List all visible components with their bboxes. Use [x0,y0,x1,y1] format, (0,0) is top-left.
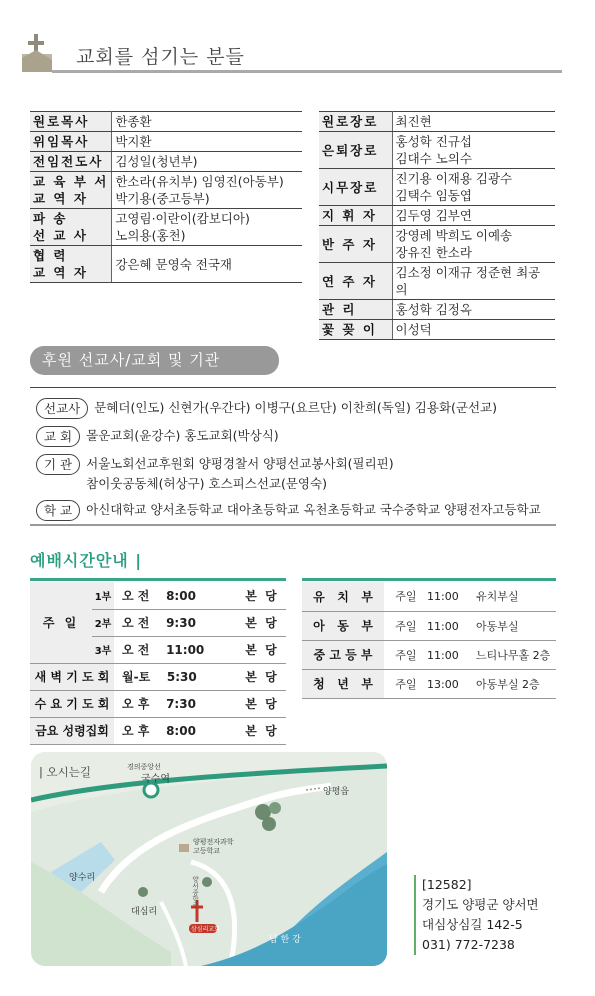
map-title: | 오시는길 [39,765,91,779]
staff-row [30,172,302,209]
staff-row [319,320,555,340]
support-tag: 교 회 [36,426,80,447]
staff-row [319,263,555,300]
staff-names [392,132,555,169]
service-part: 1부 [92,582,114,609]
station-marker [144,783,158,797]
map-label-station: 국수역 [141,774,170,785]
map-label-church: 삼심리교회 [191,926,220,933]
staff-names [112,246,302,283]
staff-table-right [319,111,555,340]
dept-time: 주일 11:00 [384,611,470,640]
staff-names [392,226,555,263]
staff-row [319,206,555,226]
staff-role-label: 교 역 자 [33,191,88,206]
phone-number: 031) 772-7238 [422,937,515,952]
worship-title: 예배시간안내 | [30,551,143,570]
service-name: 금요 성령집회 [30,717,114,744]
service-place: 본 당 [236,582,286,609]
staff-name-line: 한소라(유치부) 임영진(아동부) [115,174,284,189]
page-header [22,30,562,74]
staff-names [112,209,302,246]
worship-schedule-main [30,582,286,745]
staff-role-label: 원로장로 [322,114,379,129]
staff-name-line: 김성일(청년부) [115,154,198,169]
dept-name: 청 년 부 [302,669,384,698]
service-name: 새 벽 기 도 회 [30,663,114,690]
staff-name-line: 노의용(홍천) [115,228,186,243]
staff-row [319,132,555,169]
staff-role [30,132,112,152]
schedule-row [302,640,556,669]
staff-row [30,112,302,132]
service-time: 오 전 9:30 [114,609,236,636]
support-tag: 학 교 [36,500,80,521]
support-line: 문혜더(인도) 신현가(우간다) 이병구(요르단) 이찬희(독일) 김용화(군선교) [94,400,497,415]
staff-name-line: 장유진 한소라 [395,245,472,260]
support-title: 후원 선교사/교회 및 기관 [30,346,279,375]
dept-place: 느티나무홀 2층 [470,640,556,669]
map-label-river: 남 한 강 [269,935,301,945]
staff-role [319,320,392,340]
church-address [414,875,539,955]
worship-schedule-dept [302,582,556,699]
staff-row [319,226,555,263]
support-line: 몰운교회(윤강수) 홍도교회(박상식) [86,428,279,443]
support-line: 서울노회선교후원회 양평경찰서 양평선교봉사회(필리핀) [86,456,394,471]
schedule-row [30,582,286,609]
staff-name-line: 한종환 [115,114,152,129]
service-place: 본 당 [236,690,286,717]
postal-code: [12582] [422,877,472,892]
staff-row [319,112,555,132]
staff-names [392,300,555,320]
support-row-missionary [36,398,497,419]
staff-role-label: 교 육 부 서 [33,174,109,189]
staff-role-label: 전임전도사 [33,154,104,169]
service-time: 오 전 8:00 [114,582,236,609]
staff-row [319,169,555,206]
staff-row [30,152,302,172]
staff-name-line: 고영림·이란이(캄보디아) [115,211,250,226]
dept-place: 아동부실 [470,611,556,640]
staff-names [392,206,555,226]
worship-divider-left [30,578,286,581]
service-name: 주 일 [30,582,92,663]
staff-names [392,169,555,206]
staff-name-line: 최진현 [395,114,432,129]
map-label-yangsuri: 양수리 [69,873,96,883]
support-line: 참이웃공동체(허상구) 호스피스선교(문영숙) [86,476,327,491]
address-line: 대심상심길 142-5 [422,917,523,932]
staff-role [319,226,392,263]
support-row-org [36,454,394,494]
staff-role-label: 꽃 꽂 이 [322,322,377,337]
page-title: 교회를 섬기는 분들 [76,46,245,68]
map-label-line: 경의중앙선 [127,763,161,771]
staff-table-left [30,111,302,283]
dept-name: 유 치 부 [302,582,384,611]
service-place: 본 당 [236,609,286,636]
staff-names [112,152,302,172]
schedule-row [302,582,556,611]
schedule-row [30,690,286,717]
service-time: 월-토 5:30 [114,663,236,690]
schedule-row [302,669,556,698]
staff-name-line: 진기용 이재용 김광수 [395,171,513,186]
staff-role [30,152,112,172]
staff-row [30,132,302,152]
staff-names [112,112,302,132]
dept-name: 중 고 등 부 [302,640,384,669]
service-time: 오 후 7:30 [114,690,236,717]
schedule-row [302,611,556,640]
staff-name-line: 김두영 김부연 [395,208,472,223]
staff-role-label: 원로목사 [33,114,90,129]
staff-role [30,172,112,209]
service-place: 본 당 [236,717,286,744]
staff-names [112,132,302,152]
map-label-daesimri: 대심리 [131,907,158,917]
staff-role [319,263,392,300]
service-time: 오 전 11:00 [114,636,236,663]
staff-role-label: 지 휘 자 [322,208,377,223]
dept-place: 아동부실 2층 [470,669,556,698]
staff-role [319,300,392,320]
directions-map [31,752,387,966]
schedule-row [30,717,286,744]
staff-name-line: 이성덕 [395,322,432,337]
address-line: 경기도 양평군 양서면 [422,897,539,912]
staff-name-line: 김대수 노의수 [395,151,472,166]
map-label-school: 양평전자과학 고등학교 [193,838,234,855]
staff-role [319,206,392,226]
staff-role-label: 교 역 자 [33,265,88,280]
dept-time: 주일 13:00 [384,669,470,698]
staff-name-line: 박기용(중고등부) [115,191,210,206]
staff-role-label: 은퇴장로 [322,142,379,158]
map-label-yangpyeong: 양평읍 [323,787,350,797]
staff-name-line: 홍성학 진규섭 [395,134,472,149]
dept-time: 주일 11:00 [384,640,470,669]
staff-row [319,300,555,320]
staff-role-label: 위임목사 [33,134,90,149]
dept-time: 주일 11:00 [384,582,470,611]
support-tag: 기 관 [36,454,80,475]
staff-role [30,246,112,283]
support-list [30,387,556,526]
staff-role-label: 연 주 자 [322,273,377,289]
staff-row [30,246,302,283]
support-line: 아신대학교 양서초등학교 대아초등학교 옥천초등학교 국수중학교 양평전자고등학교 [86,502,541,517]
staff-name-line: 김소정 이재규 정준현 최공의 [395,265,541,297]
staff-names [392,263,555,300]
staff-name-line: 강은혜 문영숙 전국재 [115,256,232,272]
support-tag: 선교사 [36,398,88,419]
support-row-church [36,426,279,447]
staff-name-line: 박지환 [115,134,152,149]
dept-place: 유치부실 [470,582,556,611]
staff-row [30,209,302,246]
staff-name-line: 김택수 임동엽 [395,188,472,203]
staff-names [392,320,555,340]
staff-role-label: 파 송 [33,211,68,226]
service-part: 2부 [92,609,114,636]
staff-name-line: 홍성학 김정옥 [395,302,472,317]
staff-names [112,172,302,209]
header-divider [52,70,562,73]
map-label-road: 양서중학로 [191,876,199,909]
dept-name: 아 동 부 [302,611,384,640]
staff-role [30,112,112,132]
staff-role-label: 관 리 [322,302,357,317]
staff-names [392,112,555,132]
service-time: 오 후 8:00 [114,717,236,744]
cross-icon [22,32,52,72]
service-name: 수 요 기 도 회 [30,690,114,717]
staff-role [319,112,392,132]
staff-role-label: 시무장로 [322,179,379,195]
staff-role [319,169,392,206]
staff-name-line: 강영례 박희도 이예송 [395,228,513,243]
support-row-school [36,500,541,521]
staff-role [319,132,392,169]
staff-role [30,209,112,246]
service-part: 3부 [92,636,114,663]
staff-role-label: 반 주 자 [322,236,377,252]
staff-role-label: 선 교 사 [33,228,88,243]
schedule-row [30,663,286,690]
service-place: 본 당 [236,636,286,663]
service-place: 본 당 [236,663,286,690]
staff-role-label: 협 력 [33,248,68,263]
worship-divider-right [302,578,556,581]
